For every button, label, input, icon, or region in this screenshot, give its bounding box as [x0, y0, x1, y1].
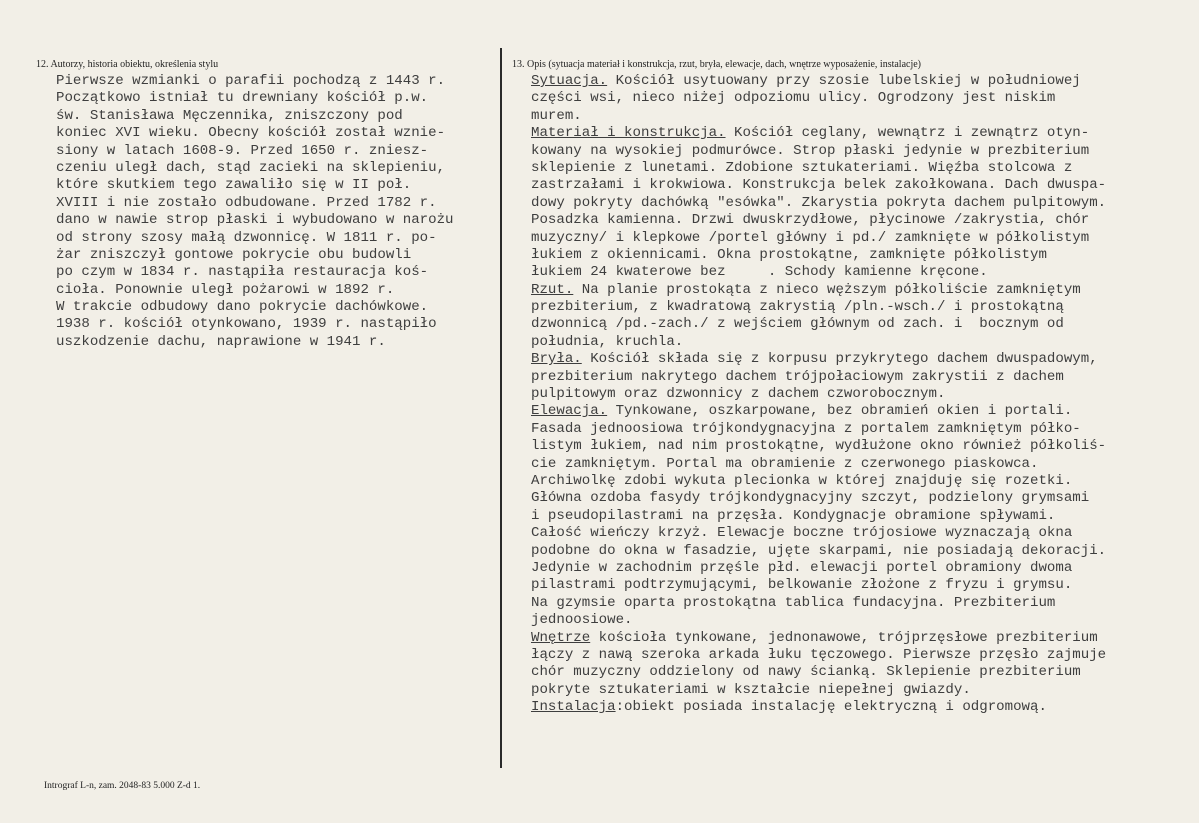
description-text: prezbiterium, z kwadratową zakrystią /pln.-wsch./ i prostokątną [531, 299, 1064, 316]
description-text-line [531, 560, 1106, 577]
description-text-line [531, 490, 1106, 507]
description-text: łukiem 24 kwaterowe bez . Schody kamienne kręcone. [531, 264, 988, 281]
description-text-column [531, 73, 1106, 716]
history-text-line: po czym w 1834 r. nastąpiła restauracja koś- [56, 264, 429, 281]
description-text-line [531, 508, 1106, 525]
description-text: cie zamkniętym. Portal ma obramienie z czerwonego piaskowca. [531, 455, 1039, 472]
description-text-line [531, 177, 1106, 194]
description-text: pilastrami podtrzymującymi, belkowanie złożone z fryzu i grymsu. [531, 577, 1073, 594]
history-text-line: uszkodzenie dachu, naprawione w 1941 r. [56, 333, 386, 350]
description-text-line [531, 334, 1106, 351]
description-text-line [531, 438, 1106, 455]
description-text: chór muzyczny oddzielony od nawy ścianką. Sklepienie prezbiterium [531, 664, 1081, 681]
description-text: Archiwolkę zdobi wykuta plecionka w której znajduję się rozetki. [531, 472, 1073, 489]
description-text: Kościół ceglany, wewnątrz i zewnątrz otyn- [725, 125, 1090, 142]
description-text-line [531, 90, 1106, 107]
description-text: i pseudopilastrami na przęsła. Kondygnacje obramione spływami. [531, 507, 1056, 524]
description-text-line [531, 282, 1106, 299]
history-text-line: siony w latach 1608-9. Przed 1650 r. zniesz- [56, 142, 429, 159]
description-text-line [531, 699, 1106, 716]
description-text-line [531, 682, 1106, 699]
description-text-line [531, 351, 1106, 368]
description-text-line [531, 595, 1106, 612]
section-heading: Materiał i konstrukcja. [531, 125, 726, 142]
description-text: zastrzałami i krokwiowa. Konstrukcja belek zakołkowana. Dach dwuspa- [531, 177, 1107, 194]
history-text-line: które skutkiem tego zawaliło się w II poł. [56, 177, 412, 194]
description-text: prezbiterium nakrytego dachem trójpołaciowym zakrystii z dachem [531, 368, 1064, 385]
description-text-line [531, 125, 1106, 142]
description-text: Tynkowane, oszkarpowane, bez obramień okien i portali. [607, 403, 1073, 420]
description-text: podobne do okna w fasadzie, ujęte skarpami, nie posiadają dekoracji. [531, 542, 1107, 559]
description-text: łączy z nawą szeroka arkada łuku tęczowego. Pierwsze przęsło zajmuje [531, 646, 1107, 663]
description-text-line [531, 369, 1106, 386]
history-text-line: cioła. Ponownie uległ pożarowi w 1892 r. [56, 281, 395, 298]
description-text-line [531, 316, 1106, 333]
section-heading: Rzut. [531, 281, 574, 298]
description-text: listym łukiem, nad nim prostokątne, wydłużone okno również półkoliś- [531, 438, 1107, 455]
description-text: Główna ozdoba fasydy trójkondygnacyjny szczyt, podzielony grymsami [531, 490, 1090, 507]
description-text: :obiekt posiada instalację elektryczną i odgromową. [615, 699, 1047, 716]
description-text: południa, kruchla. [531, 333, 684, 350]
history-text-line: Pierwsze wzmianki o parafii pochodzą z 1443 r. [56, 73, 446, 89]
description-text: Na planie prostokąta z nieco węższym półkoliście zamkniętym [573, 281, 1081, 298]
description-text-line [531, 247, 1106, 264]
description-text: sklepienie z lunetami. Zdobione sztukateriami. Więźba stolcowa z [531, 159, 1073, 176]
description-text: dzwonnicą /pd.-zach./ z wejściem głównym od zach. i bocznym od [531, 316, 1064, 333]
description-text-line [531, 299, 1106, 316]
description-text: jednoosiowe. [531, 612, 633, 629]
description-text: murem. [531, 107, 582, 124]
section-heading: Instalacja [531, 699, 616, 716]
description-text-line [531, 630, 1106, 647]
description-text-line [531, 543, 1106, 560]
column-divider [500, 48, 502, 768]
section-heading: Elewacja. [531, 403, 608, 420]
description-text-line [531, 647, 1106, 664]
description-text-line [531, 525, 1106, 542]
description-text-line [531, 421, 1106, 438]
description-text-line [531, 73, 1106, 90]
description-text-line [531, 612, 1106, 629]
history-text-line: koniec XVI wieku. Obecny kościół został wznie- [56, 125, 446, 142]
section-heading: Wnętrze [531, 629, 591, 646]
history-text-column [56, 73, 454, 351]
history-text-line: W trakcie odbudowy dano pokrycie dachówkowe. [56, 299, 429, 316]
description-text: Posadzka kamienna. Drzwi dwuskrzydłowe, płycinowe /zakrystia, chór [531, 212, 1090, 229]
description-text-line [531, 108, 1106, 125]
history-text-line: dano w nawie strop płaski i wybudowano w narożu [56, 212, 454, 229]
description-text: kowany na wysokiej podmurówce. Strop płaski jedynie w prezbiterium [531, 142, 1090, 159]
description-text: Jedynie w zachodnim przęśle płd. elewacji portel obramiony dwoma [531, 559, 1073, 576]
description-text-line [531, 143, 1106, 160]
history-text-line: 1938 r. kościół otynkowano, 1939 r. nastąpiło [56, 316, 437, 333]
description-text: muzyczny/ i klepkowe /portel główny i pd./ zamknięte w półkolistym [531, 229, 1090, 246]
description-text-line [531, 230, 1106, 247]
description-text-line [531, 473, 1106, 490]
description-text-line [531, 212, 1106, 229]
description-text-line [531, 577, 1106, 594]
history-text-line: od strony szosy małą dzwonnicę. W 1811 r. po- [56, 229, 437, 246]
description-text: Kościół składa się z korpusu przykrytego dachem dwuspadowym, [581, 351, 1098, 368]
description-text: łukiem z okiennicami. Okna prostokątne, zamknięte półkolistym [531, 246, 1047, 263]
section-heading: Sytuacja. [531, 73, 608, 89]
printer-imprint: Intrograf L-n, zam. 2048-83 5.000 Z-d 1. [44, 781, 201, 791]
description-text-line [531, 456, 1106, 473]
history-text-line: św. Stanisława Męczennika, zniszczony pod [56, 107, 403, 124]
description-text: kościoła tynkowane, jednonawowe, trójprzęsłowe prezbiterium [590, 629, 1098, 646]
history-text-line: Początkowo istniał tu drewniany kościół p.w. [56, 90, 429, 107]
right-section-header: 13. Opis (sytuacja materiał i konstrukcja, rzut, bryła, elewacje, dach, wnętrze wyposażenie, instalacje) [512, 59, 921, 70]
description-text: Kościół usytuowany przy szosie lubelskiej w południowej [607, 73, 1081, 89]
description-text: dowy pokryty dachówką "esówka". Zkarystia pokryta dachem pulpitowym. [531, 194, 1107, 211]
history-text-line: czeniu uległ dach, stąd zacieki na sklepieniu, [56, 159, 446, 176]
description-text-line [531, 264, 1106, 281]
description-text-line [531, 195, 1106, 212]
left-section-header: 12. Autorzy, historia obiektu, określenia stylu [36, 59, 219, 70]
description-text: pulpitowym oraz dzwonnicy z dachem czworobocznym. [531, 386, 946, 403]
description-text-line [531, 403, 1106, 420]
description-text: części wsi, nieco niżej odpoziomu ulicy. Ogrodzony jest niskim [531, 90, 1056, 107]
description-text-line [531, 664, 1106, 681]
description-text-line [531, 386, 1106, 403]
description-text-line [531, 160, 1106, 177]
description-text: Na gzymsie oparta prostokątna tablica fundacyjna. Prezbiterium [531, 594, 1056, 611]
section-heading: Bryła. [531, 351, 582, 368]
history-text-line: XVIII i nie zostało odbudowane. Przed 1782 r. [56, 194, 437, 211]
history-text-line: żar zniszczył gontowe pokrycie obu budowli [56, 246, 412, 263]
description-text: Fasada jednoosiowa trójkondygnacyjna z portalem zamkniętym półko- [531, 420, 1081, 437]
description-text: pokryte sztukateriami w kształcie niepełnej gwiazdy. [531, 681, 971, 698]
description-text: Całość wieńczy krzyż. Elewacje boczne trójosiowe wyznaczają okna [531, 525, 1073, 542]
